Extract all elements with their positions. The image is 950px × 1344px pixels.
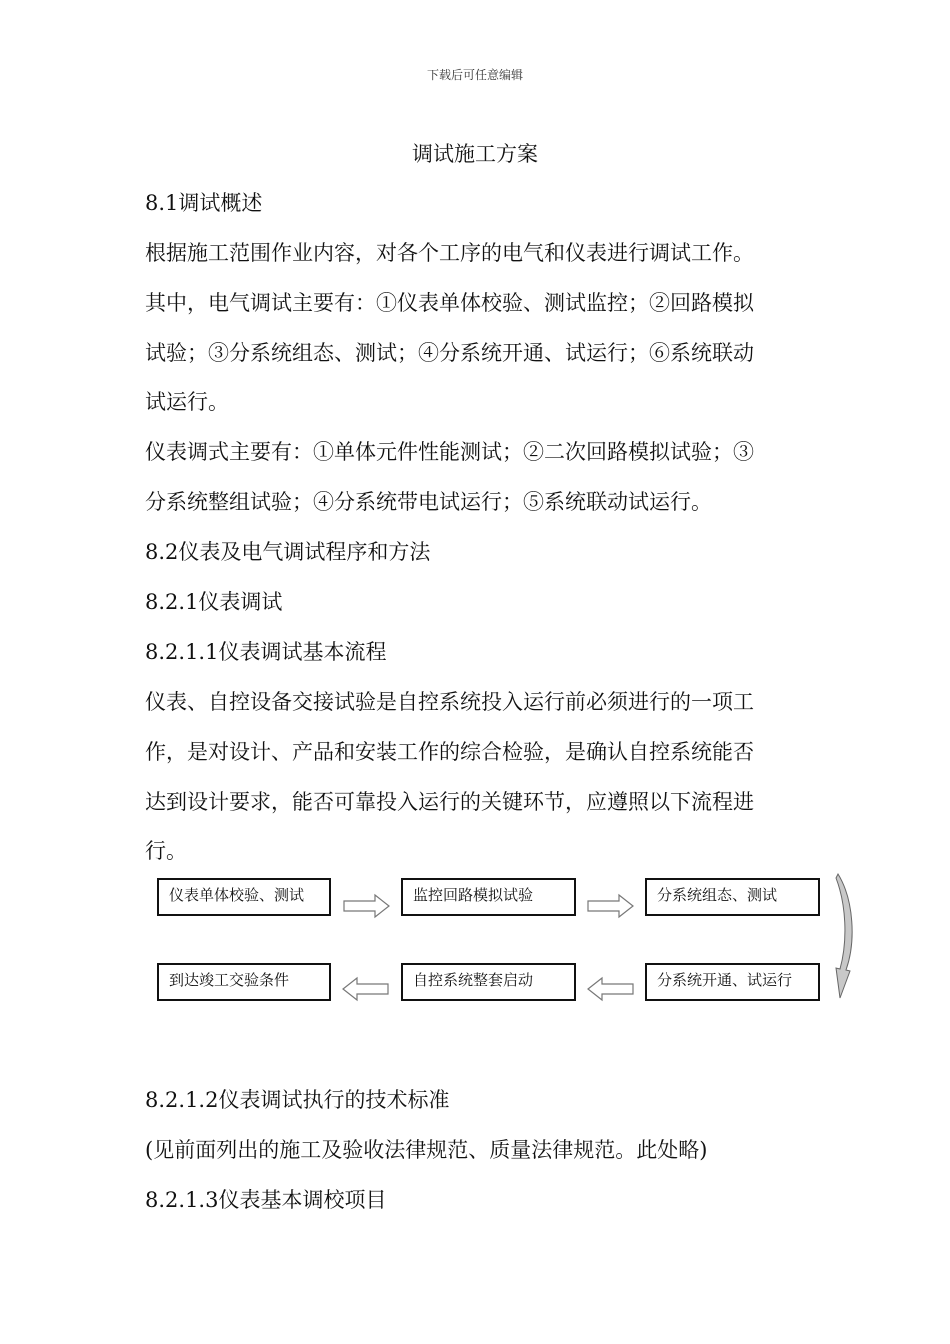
paragraph-line: 仪表、自控设备交接试验是自控系统投入运行前必须进行的一项工 [145, 690, 754, 714]
section-heading-8-2-1: 8.2.1仪表调试 [145, 590, 283, 614]
paragraph-line: (见前面列出的施工及验收法律规范、质量法律规范。此处略) [145, 1138, 708, 1162]
flow-box-single-calibration: 仪表单体校验、测试 [157, 878, 331, 916]
document-title: 调试施工方案 [412, 142, 538, 166]
paragraph-line: 根据施工范围作业内容，对各个工序的电气和仪表进行调试工作。 [145, 241, 754, 265]
curved-down-arrow-icon [832, 872, 858, 1000]
section-heading-8-2: 8.2仪表及电气调试程序和方法 [145, 540, 431, 564]
section-heading-8-2-1-2: 8.2.1.2仪表调试执行的技术标准 [145, 1088, 450, 1112]
section-heading-8-2-1-3: 8.2.1.3仪表基本调校项目 [145, 1188, 387, 1212]
flow-box-system-startup: 自控系统整套启动 [401, 963, 576, 1001]
paragraph-line: 其中，电气调试主要有：①仪表单体校验、测试监控；②回路模拟 [145, 291, 754, 315]
paragraph-line: 作，是对设计、产品和安装工作的综合检验，是确认自控系统能否 [145, 740, 754, 764]
paragraph-line: 行。 [145, 839, 187, 863]
right-arrow-icon [343, 893, 391, 919]
paragraph-line: 达到设计要求，能否可靠投入运行的关键环节，应遵照以下流程进 [145, 790, 754, 814]
header-note: 下载后可任意编辑 [426, 68, 523, 82]
flow-box-loop-simulation: 监控回路模拟试验 [401, 878, 576, 916]
paragraph-line: 试运行。 [145, 390, 229, 414]
left-arrow-icon [341, 976, 389, 1002]
left-arrow-icon [586, 976, 634, 1002]
paragraph-line: 仪表调式主要有：①单体元件性能测试；②二次回路模拟试验；③ [145, 440, 754, 464]
flow-box-subsystem-trial-run: 分系统开通、试运行 [645, 963, 820, 1001]
flow-box-subsystem-config: 分系统组态、测试 [645, 878, 820, 916]
paragraph-line: 试验；③分系统组态、测试；④分系统开通、试运行；⑥系统联动 [145, 341, 754, 365]
paragraph-line: 分系统整组试验；④分系统带电试运行；⑤系统联动试运行。 [145, 490, 712, 514]
right-arrow-icon [587, 893, 635, 919]
flow-box-completion-condition: 到达竣工交验条件 [157, 963, 331, 1001]
section-heading-8-2-1-1: 8.2.1.1仪表调试基本流程 [145, 640, 387, 664]
section-heading-8-1: 8.1调试概述 [145, 191, 263, 215]
